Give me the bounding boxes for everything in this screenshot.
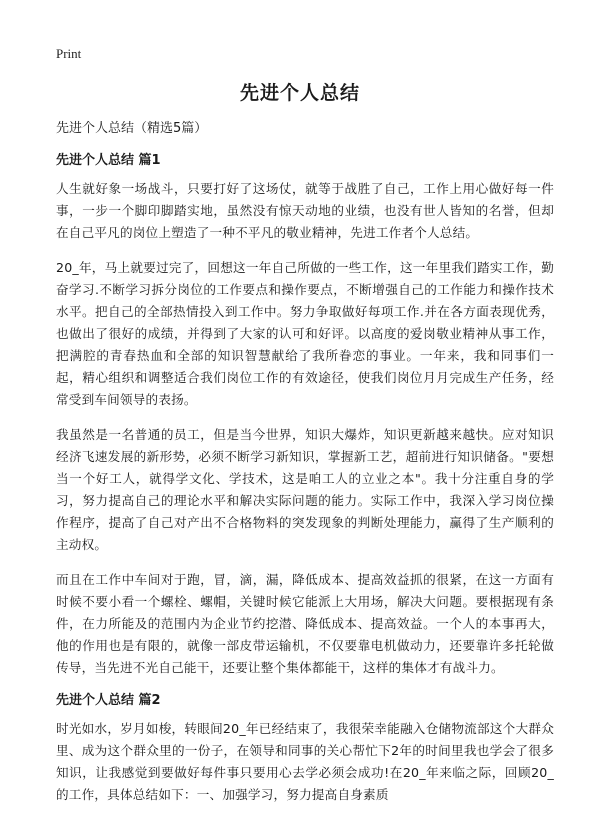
section-heading-2: 先进个人总结 篇2 [56,693,161,708]
paragraph: 我虽然是一名普通的员工，但是当今世界，知识大爆炸，知识更新越来越快。应对知识经济飞速发展的新形势，必须不断学习新知识，掌握新工艺，超前进行知识储备。"要想当一个好工人，就得学文化、学技术，这是咱工人的立业之本"。我十分注重自身的学习，努力提高自己的理论水平和解决实际问题的能力。实际工作中，我深入学习岗位操作程序，提高了自己对产出不合格物料的突发现象的判断处理能力，赢得了生产顺利的主动权。 [56,427,554,552]
print-link[interactable]: Print [56,46,82,61]
section-heading-1: 先进个人总结 篇1 [56,153,161,168]
document-title: 先进个人总结 [239,82,360,104]
paragraph: 人生就好象一场战斗，只要打好了这场仗，就等于战胜了自己，工作上用心做好每一件事，一步一个脚印脚踏实地，虽然没有惊天动地的业绩，也没有世人皆知的名誉，但却在自己平凡的岗位上塑造了一种不平凡的敬业精神，先进工作者个人总结。 [56,181,554,240]
document-body [56,120,554,806]
paragraph: 而且在工作中车间对于跑，冒，滴，漏，降低成本、提高效益抓的很紧，在这一方面有时候不要小看一个螺栓、螺帽，关键时候它能派上大用场，解决大问题。要根据现有条件，在力所能及的范围内为企业节约挖潜、降低成本、提高效益。一个人的本事再大，他的作用也是有限的，就像一部皮带运输机，不仅要靠电机做动力，还要靠许多托轮做传导，当先进不光自己能干，还要让整个集体都能干，这样的集体才有战斗力。 [56,572,554,675]
paragraph: 时光如水，岁月如梭，转眼间20_年已经结束了，我很荣幸能融入仓储物流部这个大群众里、成为这个群众里的一份子，在领导和同事的关心帮忙下2年的时间里我也学会了很多知识，让我感觉到要做好每件事只要用心去学必须会成功!在20_年来临之际，回顾20_的工作，具体总结如下：一、加强学习，努力提高自身素质 [56,721,554,802]
paragraph: 20_年，马上就要过完了，回想这一年自己所做的一些工作，这一年里我们踏实工作，勤奋学习.不断学习拆分岗位的工作要点和操作要点，不断增强自己的工作能力和操作技术水平。把自己的全部热情投入到工作中。努力争取做好每项工作.并在各方面表现优秀，也做出了很好的成绩，并得到了大家的认可和好评。以高度的爱岗敬业精神从事工作，把满腔的青春热血和全部的知识智慧献给了我所眷恋的事业。一年来，我和同事们一起，精心组织和调整适合我们岗位工作的有效途径，使我们岗位月月完成生产任务，经常受到车间领导的表扬。 [56,260,554,407]
document-subtitle: 先进个人总结（精选5篇） [56,121,208,136]
